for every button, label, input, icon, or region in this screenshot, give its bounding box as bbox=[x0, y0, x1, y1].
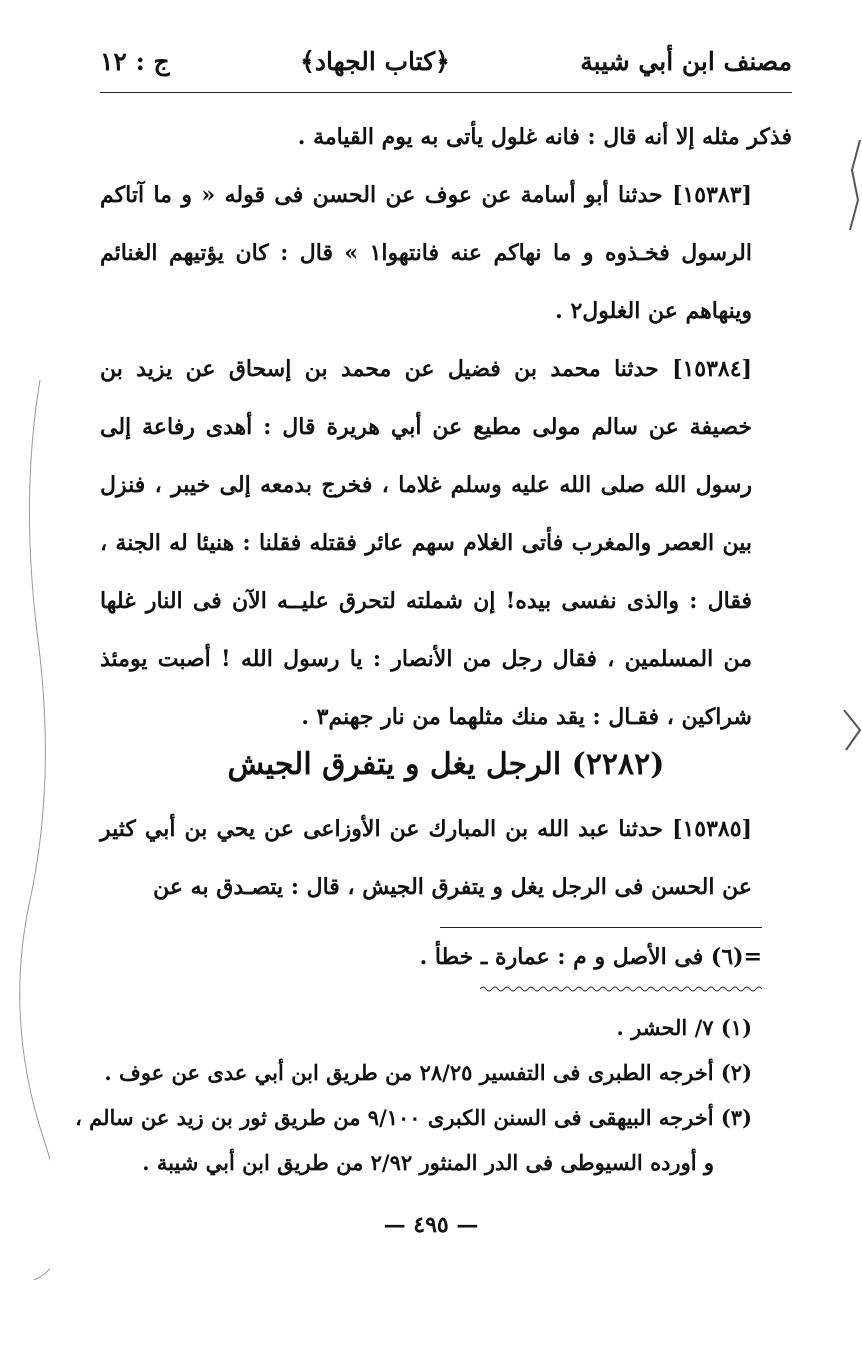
footnote-2: (٢) أخرجه الطبرى فى التفسير ٢٨/٢٥ من طريق ابن أبي عدى عن عوف . bbox=[104, 1060, 752, 1085]
page-header bbox=[100, 30, 792, 92]
hadith-15384: [١٥٣٨٤] حدثنا محمد بن فضيل عن محمد بن إسحاق عن يزيد بن خصيفة عن سالم مولى مطيع عن أبي هريرة قال : أهدى رفاعة إلى رسول الله صلى الله عليه وسلم غلاما ، فخرج بدمعه إلى خيبر ، فنزل بين العصر والمغرب فأتى الغلام سهم عائر فقتله فقلنا : هنيئا له الجنة ، فقال : والذى نفسى بيده! إن شملته لتحرق عليــه الآن فى النار غلها من المسلمين ، فقال رجل من الأنصار : يا رسول الله ! أصبت يومئذ شراكين ، فقـال : يقد منك مثلهما من نار جهنم٣ . bbox=[100, 356, 752, 730]
hadith-15383: [١٥٣٨٣] حدثنا أبو أسامة عن عوف عن الحسن فى قوله « و ما آتاكم الرسول فخـذوه و ما نهاكم عنه فانتهوا١ » قال : كان يؤتيهم الغنائم وينهاهم عن الغلول٢ . bbox=[100, 182, 752, 324]
continued-footnote: =(٦) فى الأصل و م : عمارة ـ خطأ . bbox=[419, 944, 762, 970]
wavy-divider bbox=[480, 985, 762, 993]
footnote-1: (١) ٧/ الحشر . bbox=[616, 1015, 752, 1040]
page-number: — ٤٩٥ — bbox=[383, 1212, 479, 1238]
volume-number: ج : ١٢ bbox=[100, 46, 170, 76]
page-edge-mark-2 bbox=[842, 700, 862, 760]
footnote-3-continued: و أورده السيوطى فى الدر المنثور ٢/٩٢ من طريق ابن أبي شيبة . bbox=[142, 1150, 714, 1175]
hadith-15385: [١٥٣٨٥] حدثنا عبد الله بن المبارك عن الأوزاعى عن يحي بن أبي كثير عن الحسن فى الرجل يغل و يتفرق الجيش ، قال : يتصـدق به عن bbox=[100, 816, 752, 900]
footnote-3: (٣) أخرجه البيهقى فى السنن الكبرى ٩/١٠٠ من طريق ثور بن زيد عن سالم ، bbox=[75, 1105, 752, 1130]
chapter-book-title: ﴿كتاب الجهاد﴾ bbox=[300, 46, 450, 76]
main-text-2 bbox=[100, 800, 792, 916]
page-edge-crease bbox=[10, 380, 50, 1280]
book-title: مصنف ابن أبي شيبة bbox=[580, 46, 792, 76]
chapter-heading: (٢٢٨٢) الرجل يغل و يتفرق الجيش bbox=[227, 747, 665, 782]
footnotes bbox=[75, 1005, 752, 1185]
main-text bbox=[100, 108, 792, 746]
paragraph-continuation: فذكر مثله إلا أنه قال : فانه غلول يأتى به يوم القيامة . bbox=[297, 124, 792, 150]
header-divider bbox=[100, 92, 792, 93]
footnote-separator bbox=[440, 927, 762, 928]
page-edge-mark bbox=[842, 140, 862, 230]
